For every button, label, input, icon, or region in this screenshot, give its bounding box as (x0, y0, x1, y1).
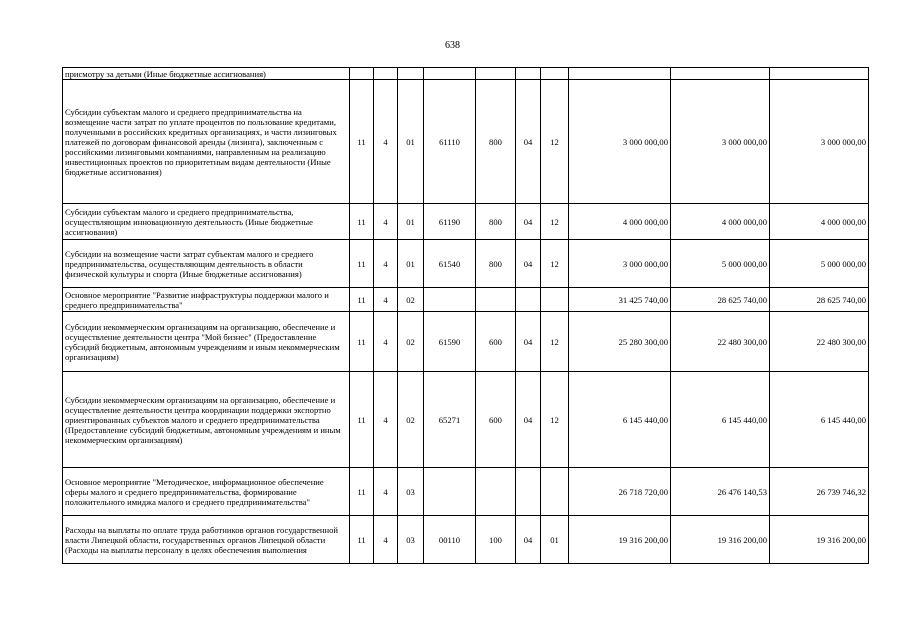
amount-year-2: 28 625 740,00 (671, 288, 770, 312)
row-name: Субсидии некоммерческим организациям на организацию, обеспечение и осуществление деятельности центра "Мой бизнес" (Предоставление субсидий бюджетным, автономным учреждениям и иным некоммерческим организациям) (63, 312, 350, 372)
code-om: 02 (398, 312, 424, 372)
code-direction: 61590 (424, 312, 476, 372)
code-subsection (541, 468, 569, 516)
code-expense-type: 100 (476, 516, 516, 564)
code-gp: 11 (350, 240, 374, 288)
amount-year-1: 3 000 000,00 (569, 80, 671, 204)
amount-year-3: 4 000 000,00 (770, 204, 869, 240)
code-pp: 4 (374, 80, 398, 204)
code-section: 04 (516, 80, 541, 204)
row-name: Субсидии субъектам малого и среднего предпринимательства, осуществляющим инновационную деятельность (Иные бюджетные ассигнования) (63, 204, 350, 240)
code-om: 01 (398, 240, 424, 288)
table-row (63, 80, 869, 204)
code-gp: 11 (350, 468, 374, 516)
amount-year-2: 5 000 000,00 (671, 240, 770, 288)
code-subsection: 12 (541, 372, 569, 468)
table-row (63, 288, 869, 312)
amount-year-2: 22 480 300,00 (671, 312, 770, 372)
code-section: 04 (516, 204, 541, 240)
code-direction (424, 468, 476, 516)
code-om: 01 (398, 80, 424, 204)
code-subsection: 01 (541, 516, 569, 564)
code-gp: 11 (350, 516, 374, 564)
row-name: Основное мероприятие "Развитие инфраструктуры поддержки малого и среднего предпринимательства" (63, 288, 350, 312)
amount-year-3 (770, 68, 869, 80)
amount-year-2: 6 145 440,00 (671, 372, 770, 468)
table-row (63, 468, 869, 516)
row-name: Субсидии на возмещение части затрат субъектам малого и среднего предпринимательства, осуществляющим деятельность в области физической культуры и спорта (Иные бюджетные ассигнования) (63, 240, 350, 288)
code-section (516, 288, 541, 312)
amount-year-3: 5 000 000,00 (770, 240, 869, 288)
page-number: 638 (445, 40, 460, 51)
amount-year-1: 6 145 440,00 (569, 372, 671, 468)
amount-year-3: 22 480 300,00 (770, 312, 869, 372)
code-pp: 4 (374, 516, 398, 564)
amount-year-1: 25 280 300,00 (569, 312, 671, 372)
code-expense-type: 800 (476, 240, 516, 288)
table-row (63, 204, 869, 240)
amount-year-1: 31 425 740,00 (569, 288, 671, 312)
code-om: 03 (398, 468, 424, 516)
code-gp: 11 (350, 312, 374, 372)
code-subsection (541, 288, 569, 312)
code-om: 02 (398, 288, 424, 312)
code-pp: 4 (374, 240, 398, 288)
code-pp: 4 (374, 288, 398, 312)
row-name: Основное мероприятие "Методическое, информационное обеспечение сферы малого и среднего предпринимательства, формирование положительного имиджа малого и среднего предпринимательства" (63, 468, 350, 516)
table-row (63, 68, 869, 80)
amount-year-3: 19 316 200,00 (770, 516, 869, 564)
code-expense-type (476, 68, 516, 80)
budget-table (62, 67, 869, 564)
code-gp: 11 (350, 204, 374, 240)
code-expense-type (476, 468, 516, 516)
code-gp (350, 68, 374, 80)
code-section: 04 (516, 240, 541, 288)
code-expense-type (476, 288, 516, 312)
code-pp: 4 (374, 372, 398, 468)
code-expense-type: 600 (476, 312, 516, 372)
code-section: 04 (516, 516, 541, 564)
amount-year-3: 3 000 000,00 (770, 80, 869, 204)
code-om: 03 (398, 516, 424, 564)
code-direction: 00110 (424, 516, 476, 564)
code-subsection: 12 (541, 204, 569, 240)
code-subsection: 12 (541, 240, 569, 288)
amount-year-2 (671, 68, 770, 80)
code-direction (424, 288, 476, 312)
code-expense-type: 600 (476, 372, 516, 468)
code-subsection: 12 (541, 312, 569, 372)
row-name: присмотру за детьми (Иные бюджетные ассигнования) (63, 68, 350, 80)
code-pp: 4 (374, 204, 398, 240)
code-gp: 11 (350, 80, 374, 204)
code-subsection (541, 68, 569, 80)
amount-year-2: 3 000 000,00 (671, 80, 770, 204)
code-expense-type: 800 (476, 204, 516, 240)
amount-year-1: 19 316 200,00 (569, 516, 671, 564)
code-direction (424, 68, 476, 80)
code-subsection: 12 (541, 80, 569, 204)
amount-year-3: 28 625 740,00 (770, 288, 869, 312)
code-om: 01 (398, 204, 424, 240)
row-name: Расходы на выплаты по оплате труда работников органов государственной власти Липецкой области, государственных органов Липецкой области (Расходы на выплаты персоналу в целях обеспечения выполнения (63, 516, 350, 564)
table-row (63, 240, 869, 288)
code-direction: 61110 (424, 80, 476, 204)
amount-year-1: 4 000 000,00 (569, 204, 671, 240)
code-section (516, 468, 541, 516)
amount-year-1 (569, 68, 671, 80)
code-om (398, 68, 424, 80)
code-pp: 4 (374, 468, 398, 516)
row-name: Субсидии некоммерческим организациям на организацию, обеспечение и осуществление деятельности центра координации поддержки экспортно ориентированных субъектов малого и среднего предпринимательства (Предоставление субсидий бюджетным, автономным учреждениям и иным некоммерческим организациям) (63, 372, 350, 468)
amount-year-2: 19 316 200,00 (671, 516, 770, 564)
amount-year-1: 26 718 720,00 (569, 468, 671, 516)
table-row (63, 312, 869, 372)
code-gp: 11 (350, 288, 374, 312)
amount-year-2: 4 000 000,00 (671, 204, 770, 240)
row-name: Субсидии субъектам малого и среднего предпринимательства на возмещение части затрат по уплате процентов по пользование кредитами, полученными в российских кредитных организациях, и части лизинговых платежей по договорам финансовой аренды (лизинга), заключенным с российскими лизинговыми компаниями, направленным на реализацию инвестиционных проектов по приоритетным видам деятельности (Иные бюджетные ассигнования) (63, 80, 350, 204)
code-direction: 61540 (424, 240, 476, 288)
code-section (516, 68, 541, 80)
table-row (63, 516, 869, 564)
code-om: 02 (398, 372, 424, 468)
code-pp (374, 68, 398, 80)
code-section: 04 (516, 312, 541, 372)
code-gp: 11 (350, 372, 374, 468)
amount-year-3: 26 739 746,32 (770, 468, 869, 516)
code-direction: 65271 (424, 372, 476, 468)
code-pp: 4 (374, 312, 398, 372)
amount-year-3: 6 145 440,00 (770, 372, 869, 468)
code-section: 04 (516, 372, 541, 468)
amount-year-1: 3 000 000,00 (569, 240, 671, 288)
code-expense-type: 800 (476, 80, 516, 204)
table-row (63, 372, 869, 468)
amount-year-2: 26 476 140,53 (671, 468, 770, 516)
code-direction: 61190 (424, 204, 476, 240)
